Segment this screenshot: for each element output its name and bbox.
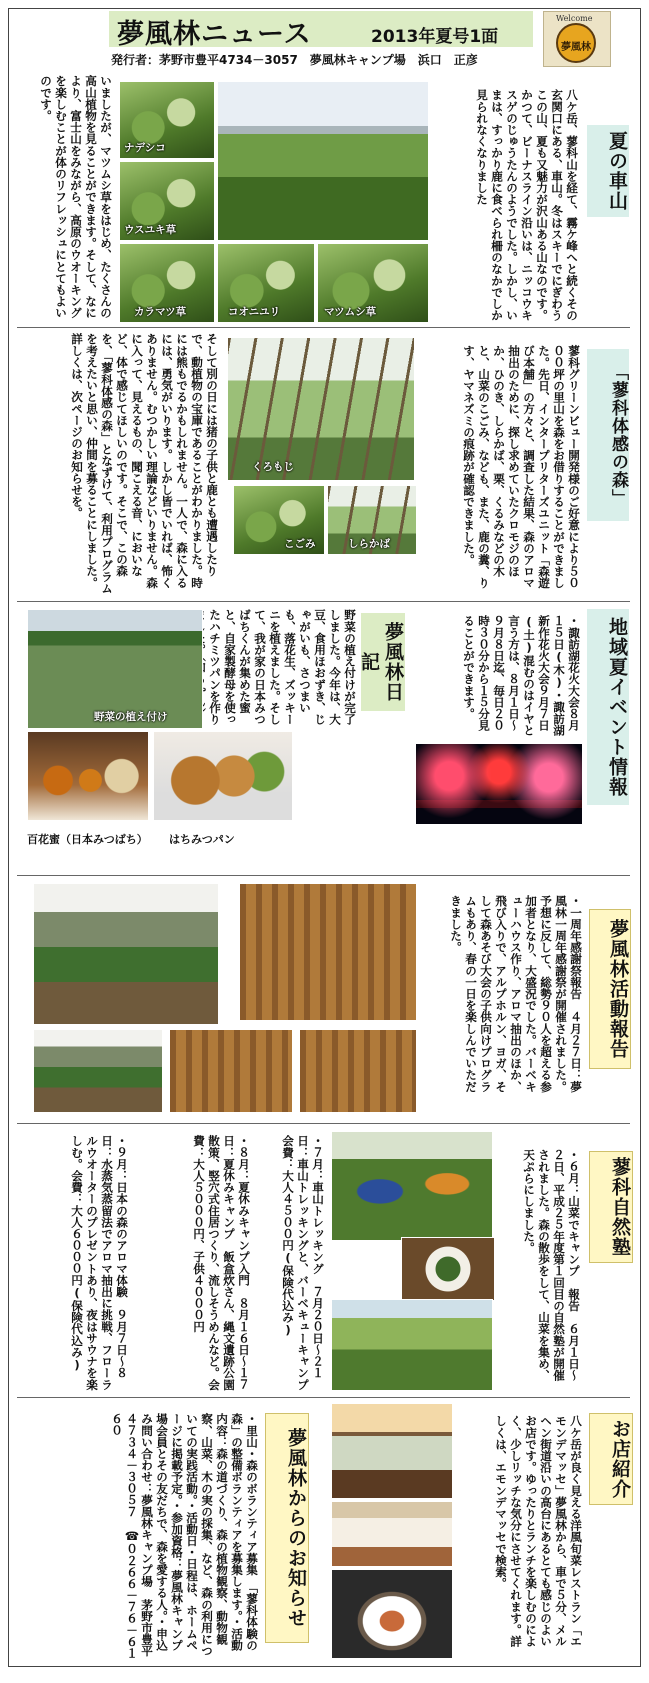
photo-kurumayama-landscape [217, 81, 429, 241]
logo-welcome: Welcome [556, 14, 593, 23]
school-item-september: ・９月：日本の森のアロマ体験 ９月７日～８日：水蒸気蒸留法でアロマ抽出に挑戦、フローラルウオーターのプレゼントあり、夜はサウナを楽しむ。会費：大人６０００円(保険代込み) [70, 1135, 129, 1391]
photo-nadeshiko [119, 81, 215, 159]
caption-kooniyuri: コオニユリ [228, 306, 281, 318]
logo-emblem [556, 23, 596, 63]
photo-event-3 [299, 1029, 417, 1113]
heading-diary: 夢風林日記 [361, 613, 405, 711]
heading-notice: 夢風林からのお知らせ [265, 1413, 309, 1643]
issue-label: 2013年夏号1面 [371, 27, 499, 47]
photo-event-tent [33, 883, 219, 1025]
divider [17, 601, 630, 602]
photo-honey-bread [153, 731, 293, 821]
events-text: ・諏訪湖花火大会８月１５日(木)・諏訪湖新作花火大会９月７日(土)混むのはイヤと言う方は、８月１日～９月８日迄、毎日２０時３０分から１５分見ることができます。 [462, 615, 581, 736]
nature-school-report: ・６月：山菜でキャンプ 報告 ６月１日～２日、平成２５年度第１回目の自然塾が開催されました。森の散歩をして、山菜を集め、天ぷらにしました。 [522, 1149, 581, 1381]
shop-text: 八ケ岳が良く見える洋風旬菜レストラン「エモンデマッセ」夢風林から、車で５分、メルヘン街道沿いの高台にあるとても感じのよいお店です。ゆったりとランチを楽しむのによく、少しリッチな気分にさせてくれます。詳しくは、エモンデマッセで検索。 [494, 1415, 583, 1647]
heading-tateshina-forest: 「蓼科体感の森」 [587, 349, 629, 521]
logo-name: 夢風林 [561, 42, 591, 53]
divider [17, 327, 630, 328]
photo-trekking [331, 1299, 493, 1391]
photo-vegetable-field [27, 609, 203, 729]
caption-shirakaba: しらかば [348, 538, 390, 550]
heading-shop: お店紹介 [589, 1413, 633, 1505]
heading-summer-events: 地域夏イベント情報 [587, 609, 629, 805]
notice-text: ・里山・森のボランティア募集 「蓼科体験の森」の整備ボランティアを募集します。・活動内容：森の道づくり、森の植物観察、動物観察、山菜、木の実の採集、など、森の利用についての実践活動。・活動日・日程は、ホームページに掲載予定。・参加資格：夢風林キャンプ場会員とその友だちで、森を愛する人。・申込み問い合わせ：夢風林キャンプ場 茅野市豊平４７３４－３０５７ ☎０２６６－７６－６１６０ [110, 1413, 259, 1659]
school-item-august: ・８月：夏休みキャンプ入門 ８月１６日～１７日：夏休みキャンプ 飯盒炊さん、縄文遺跡公園散策、竪穴式住居つくり、流しそうめんなど。会費：大人５０００円、子供４０００円 [192, 1135, 251, 1391]
publisher-line: 発行者：茅野市豊平4734－3057 夢風林キャンプ場 浜口 正彦 [111, 53, 478, 67]
summer-text-left: いましたが、マツムシ草をはじめ、たくさんの高山植物を見ることができます。そして、なにより、富士山をみながら、高原のウオーキングを楽しむことが体のリフレッシュにとてもよいのです。 [39, 75, 113, 319]
caption-kuromoji: くろもじ [252, 461, 294, 473]
caption-nadeshiko: ナデシコ [124, 142, 166, 154]
caption-vegetable-field: 野菜の植え付け [94, 711, 168, 723]
forest-text-left: そして別の日には猪の子供と鹿とも遭遇したりで、動植物の宝庫であることがわかりました。時には熊もでるかもしれません。一人で、森に入るには、勇気がいります。しかし皆でいれば、怖くありません。むつかしい理論などいりません。森に入って、見えるもの、聞こえる音、においなど、体で感じてほしいのです。そこで、この森を、「蓼科体感の森」となずけて、利用プログラムを考えたいと思い、仲間を募ることにしました。詳しくは、次ページのお知らせを。 [70, 333, 219, 594]
photo-usuyukiso [119, 161, 215, 241]
photo-honey [27, 731, 149, 821]
title-banner [109, 11, 533, 50]
photo-fireworks [415, 743, 583, 825]
photo-karamatsuso [119, 243, 215, 323]
diary-text: 野菜の植え付けが完了しました。今年は、大豆、食用ほおずき、じゃがいも、さつまいも、落花生、ズッキーニを植えました。そして、我が家の日本みつばちくんが集めた蜜と、自家製酵母を使ったハチミツパンを作り [208, 609, 357, 725]
summer-text-right: 八ケ岳、蓼科山を経て、霧ケ峰へと続くその玄関口にある、車山。冬はスキーでにぎわうこの山、夏も又魅力が沢山ある山なのです。かつて、ビーナスライン沿いは、ニッコウキスゲのじゅうたんのようでした。しかし、いまは、すっかり鹿に食べられ柵のなかでしか見られなくなりました [475, 89, 579, 321]
caption-usuyukiso: ウスユキ草 [124, 224, 177, 236]
caption-kogomi: こごみ [284, 538, 316, 550]
heading-summer-kurumayama: 夏の車山 [587, 125, 629, 217]
caption-bread: はちみつパン [169, 833, 235, 846]
camp-logo [543, 11, 611, 67]
photo-camp-tents [331, 1131, 493, 1241]
photo-kooniyuri [217, 243, 315, 323]
photo-event-1 [33, 1029, 163, 1113]
newsletter-page [8, 8, 641, 1667]
photo-shirakaba [327, 485, 417, 555]
heading-activity-report: 夢風林活動報告 [589, 909, 631, 1069]
divider [17, 875, 630, 876]
forest-text-right: 蓼科グリーンビュー開発様のご好意により５０００坪の里山を森をお借りすることができました。先日、インタープリターズユニット「森遊び本舗」の方々と、調査した結果、森のアロマ抽出のために、探し求めていたクロモジのほか、ひのき、しらかば、栗、くるみなどの木と、山菜のこごみ、なども、また、鹿の糞、りす、ヤマネズミの痕跡が確認できました。 [462, 345, 581, 589]
photo-restaurant-interior [331, 1501, 453, 1567]
caption-karamatsuso: カラマツ草 [134, 306, 187, 318]
photo-sansai-dish [401, 1237, 495, 1301]
photo-kuromoji [227, 337, 415, 481]
caption-matsumushiso: マツムシ草 [324, 306, 377, 318]
photo-event-2 [169, 1029, 293, 1113]
photo-kogomi [233, 485, 325, 555]
divider [17, 1123, 630, 1124]
photo-event-deck [239, 883, 417, 1021]
photo-restaurant-window [331, 1403, 453, 1499]
activity-text: ・一周年感謝祭報告 ４月２７日：夢風林一周年感謝祭が開催されました。予想に反して、総勢９０人を超える参加者となり、大盛況でした。バーベキューハウス作り、アロマ抽出のほか、飛び入りで、アルプホルン、ヨガ、そして森あそび大会の子供向けプログラムもあり、春の一日を楽しんでいただきました。 [449, 895, 583, 1093]
masthead [9, 9, 640, 67]
photo-matsumushiso [317, 243, 429, 323]
divider [17, 1397, 630, 1398]
photo-restaurant-dish [331, 1569, 453, 1659]
caption-honey: 百花蜜（日本みつばち） [27, 833, 148, 846]
heading-nature-school: 蓼科自然塾 [589, 1151, 633, 1263]
school-item-july: ・７月：車山トレッキング ７月２０日～２１日：車山トレッキングと、バーベキューキャンプ 会費：大人４５００円(保険代込み) [281, 1135, 325, 1402]
newsletter-title: 夢風林ニュース [117, 19, 312, 50]
